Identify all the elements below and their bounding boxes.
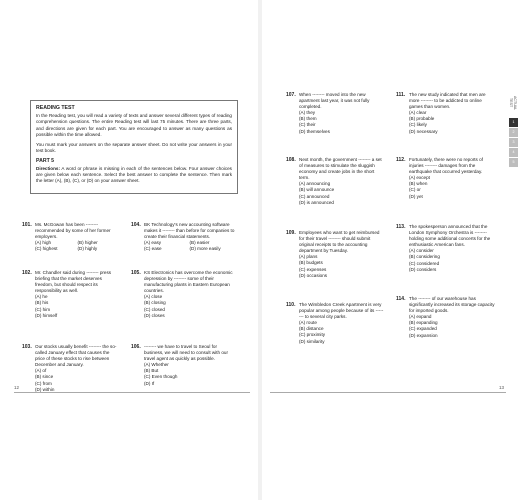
question-102	[22, 270, 120, 319]
question-number: 108.	[286, 157, 296, 163]
question-111	[396, 92, 496, 135]
option[interactable]: (D) similarity	[299, 338, 325, 344]
question-107	[286, 92, 384, 135]
option[interactable]: (C) considered	[409, 260, 440, 266]
option[interactable]: (C) closed	[144, 306, 165, 312]
question-number: 105.	[131, 270, 141, 276]
bottom-rule	[14, 392, 250, 393]
question-stem: Fortunately, there were no reports of injuries -------- damages from the earthquake that occurred yesterday.	[409, 157, 483, 175]
option[interactable]: (C) expanded	[409, 326, 437, 332]
question-110	[286, 302, 384, 345]
left-page	[0, 0, 258, 500]
option[interactable]: (B) considering	[409, 254, 440, 260]
option[interactable]: (A) consider	[409, 248, 434, 254]
question-number: 111.	[396, 92, 406, 98]
question-stem: Mr. Chandler said during -------- press briefing that the market deserves freedom, but should respect its responsibility as well.	[35, 270, 112, 294]
option[interactable]: (D) yet	[409, 193, 423, 199]
side-tab-item[interactable]: 2	[509, 128, 518, 137]
option[interactable]: (D) necessary	[409, 128, 438, 134]
question-101	[22, 222, 120, 252]
question-104	[131, 222, 235, 252]
part-title: PART 5	[36, 158, 55, 165]
page-number-left: 12	[14, 385, 20, 390]
option[interactable]: (B) easier	[189, 240, 210, 246]
option[interactable]: (C) proximity	[299, 332, 326, 338]
reading-test-title: READING TEST	[36, 105, 75, 111]
directions-label: Directions:	[36, 165, 60, 171]
option[interactable]: (C) expenses	[299, 266, 327, 272]
option[interactable]: (D) within	[35, 386, 55, 392]
directions-text	[36, 166, 232, 185]
option[interactable]: (B) will announce	[299, 187, 335, 193]
question-stem: BK Technology's new accounting software makes it -------- than before for companies to create their financial statements.	[144, 222, 235, 240]
option[interactable]: (D) is announced	[299, 199, 334, 205]
option[interactable]: (C) him	[35, 306, 51, 312]
option[interactable]: (A) clear	[409, 110, 427, 116]
side-tab-item[interactable]: 5	[509, 158, 518, 167]
option[interactable]: (A) announcing	[299, 181, 331, 187]
question-number: 104.	[131, 222, 141, 228]
question-112	[396, 157, 496, 200]
question-stem: Ms. McGowan has been -------- recommended by some of her former employers.	[35, 222, 111, 240]
question-113	[396, 224, 496, 273]
question-stem: -------- we have to travel to Seoul for business, we will need to consult with our travel agent as quickly as possible.	[144, 344, 229, 362]
option[interactable]: (A) high	[35, 240, 52, 246]
question-number: 109.	[286, 230, 296, 236]
question-number: 107.	[286, 92, 296, 98]
option[interactable]: (C) highest	[35, 246, 58, 252]
option[interactable]: (A) except	[409, 175, 430, 181]
option[interactable]: (B) budgets	[299, 260, 323, 266]
option[interactable]: (C) announced	[299, 193, 330, 199]
option[interactable]: (C) likely	[409, 122, 427, 128]
question-number: 103.	[22, 344, 32, 350]
option[interactable]: (B) probable	[409, 116, 435, 122]
side-tab-item[interactable]: 1	[509, 118, 518, 127]
side-tab-item[interactable]: 4	[509, 148, 518, 157]
option[interactable]: (B) since	[35, 374, 54, 380]
question-109	[286, 230, 384, 279]
option[interactable]: (B) closing	[144, 300, 166, 306]
question-number: 113.	[396, 224, 406, 230]
option[interactable]: (A) he	[35, 294, 48, 300]
question-number: 110.	[286, 302, 296, 308]
option[interactable]: (D) highly	[77, 246, 98, 252]
bottom-rule	[270, 392, 506, 393]
question-stem: The Wimbledon Creek Apartment is very popular among people because of its -------- to several city parks.	[299, 302, 384, 320]
option[interactable]: (A) easy	[144, 240, 162, 246]
option[interactable]: (D) expansion	[409, 332, 438, 338]
option[interactable]: (C) from	[35, 380, 52, 386]
side-tab-label: ACTUAL TEST	[509, 95, 517, 111]
option[interactable]: (C) Even though	[144, 374, 178, 380]
option[interactable]: (D) themselves	[299, 128, 330, 134]
question-number: 101.	[22, 222, 32, 228]
question-108	[286, 157, 384, 206]
page-number-right: 13	[498, 385, 504, 390]
option[interactable]: (D) closes	[144, 312, 165, 318]
option[interactable]: (A) they	[299, 110, 316, 116]
instructions-paragraph-1: In the Reading test, you will read a variety of texts and answer several different types of reading comprehension questions. The entire Reading test will last 75 minutes. There are three parts, and directions are given for each part. You are encouraged to answer as many questions as possible within the time allowed.	[36, 113, 232, 137]
question-103	[22, 344, 120, 393]
question-stem: Next month, the government -------- a set of measures to stimulate the sluggish economy and create jobs in the short term.	[299, 157, 382, 181]
question-106	[131, 344, 235, 387]
question-stem: Our stocks usually benefit -------- the so-called January effect that causes the price of these stocks to rise between December and January.	[35, 344, 117, 368]
question-number: 106.	[131, 344, 141, 350]
option[interactable]: (A) close	[144, 294, 163, 300]
instructions-paragraph-2: You must mark your answers on the separate answer sheet. Do not write your answers in your test book.	[36, 142, 232, 154]
question-stem: The spokesperson announced that the London Symphony Orchestra is -------- holding some additional concerts for the enthusiastic American fans.	[409, 224, 491, 248]
option[interactable]: (B) expanding	[409, 320, 438, 326]
option[interactable]: (B) when	[409, 181, 428, 187]
question-114	[396, 296, 496, 339]
option[interactable]: (A) of	[35, 368, 47, 374]
directions-body: A word or phrase is missing in each of the sentences below. Four answer choices are given below each sentence. Select the best answer to complete the sentence. Then mark the letter (A), (B), (C), or (D) on your answer sheet.	[36, 165, 232, 184]
option[interactable]: (A) plans	[299, 254, 318, 260]
option[interactable]: (D) If	[144, 380, 155, 386]
option[interactable]: (B) higher	[77, 240, 98, 246]
question-stem: The new study indicated that men are more -------- to be addicted to online games than women.	[409, 92, 486, 110]
option[interactable]: (A) route	[299, 320, 317, 326]
question-105	[131, 270, 235, 319]
option[interactable]: (B) them	[299, 116, 317, 122]
side-tab-item[interactable]: 3	[509, 138, 518, 147]
right-page	[262, 0, 520, 500]
option[interactable]: (D) occasions	[299, 272, 328, 278]
question-number: 112.	[396, 157, 406, 163]
question-stem: The -------- of our warehouse has significantly increased its storage capacity for imported goods.	[409, 296, 495, 314]
option[interactable]: (D) considers	[409, 266, 437, 272]
option[interactable]: (A) Whether	[144, 362, 169, 368]
option[interactable]: (C) their	[299, 122, 316, 128]
option[interactable]: (D) more easily	[189, 246, 221, 252]
option[interactable]: (B) But	[144, 368, 159, 374]
option[interactable]: (B) his	[35, 300, 49, 306]
question-number: 102.	[22, 270, 32, 276]
option[interactable]: (C) ease	[144, 246, 162, 252]
question-number: 114.	[396, 296, 406, 302]
instructions-box	[30, 100, 238, 194]
question-stem: When -------- moved into the new apartment last year, it was not fully completed.	[299, 92, 370, 110]
option[interactable]: (A) expand	[409, 314, 432, 320]
option[interactable]: (D) himself	[35, 312, 58, 318]
option[interactable]: (C) or	[409, 187, 421, 193]
question-stem: KS Electronics has overcome the economic depression by -------- some of their manufacturing plants in Eastern European countries.	[144, 270, 233, 294]
question-stem: Employees who want to get reimbursed for their travel -------- should submit original receipts to the accounting department by Tuesday.	[299, 230, 380, 254]
option[interactable]: (B) distance	[299, 326, 324, 332]
